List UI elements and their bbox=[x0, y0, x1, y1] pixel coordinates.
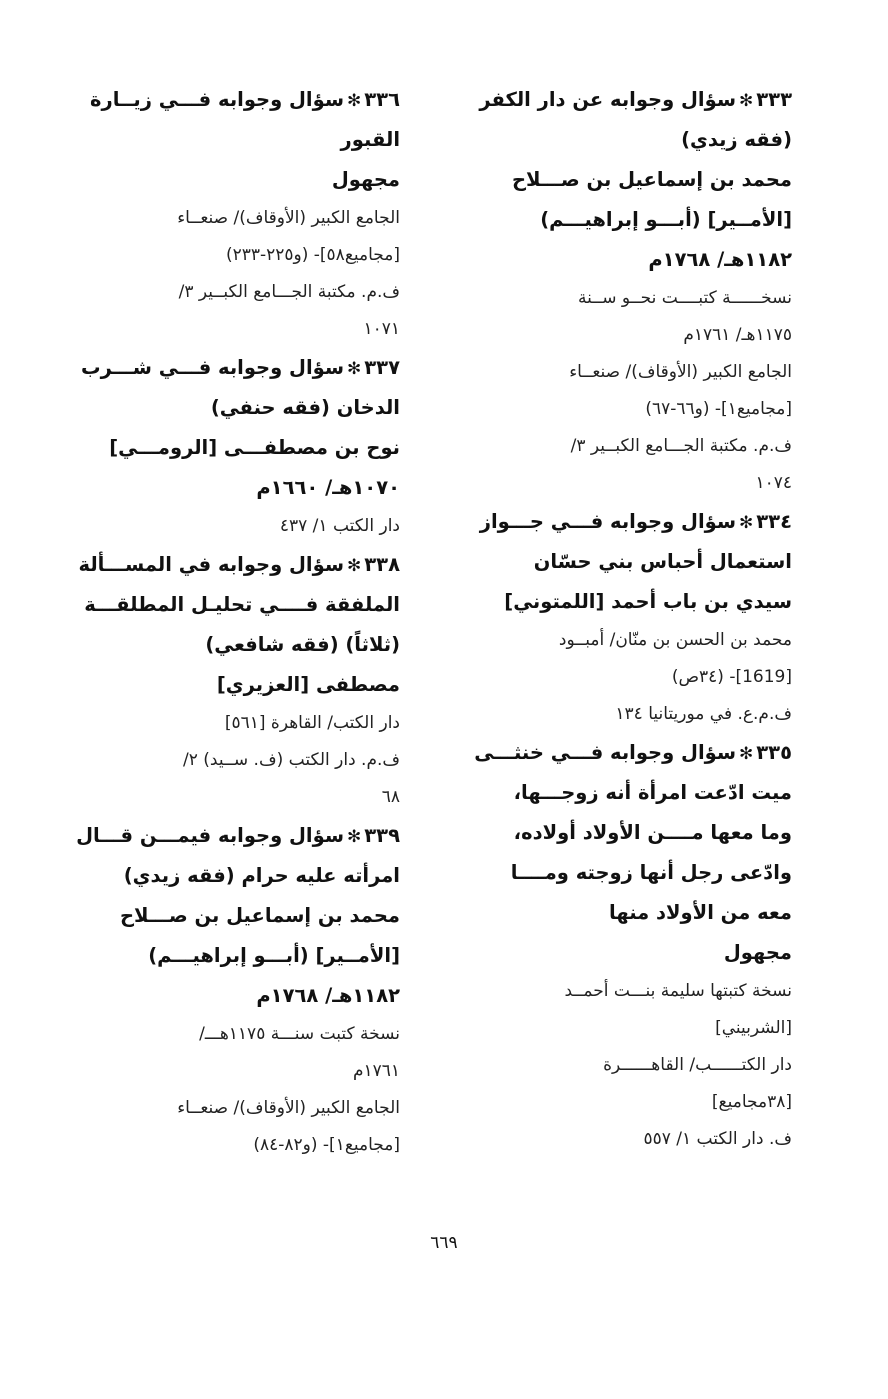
entry-title-line bbox=[462, 733, 792, 773]
entry-detail-line: دار الكتب ١/ ٤٣٧ bbox=[279, 516, 400, 536]
entry-detail-line: ف. دار الكتب ١/ ٥٥٧ bbox=[643, 1129, 792, 1149]
entry-heading-line: معه من الأولاد منها bbox=[609, 901, 792, 924]
entry-number: ٣٣٩ bbox=[364, 824, 400, 847]
entry-heading-line: محمد بن إسماعيل بن صـــلاح bbox=[512, 168, 792, 191]
entry-title-text: سؤال وجوابه فـــي شـــرب bbox=[81, 356, 345, 379]
entry-heading-line: الملفقة فــــي تحليـل المطلقـــة bbox=[84, 593, 400, 616]
entry-detail-line: [مجاميع١]- (و٦٦-٦٧) bbox=[645, 399, 792, 419]
entry-number: ٣٣٥ bbox=[756, 741, 792, 764]
entry-detail-line: [مجاميع١]- (و٨٢-٨٤) bbox=[253, 1135, 400, 1155]
entry-detail-line: ف.م. مكتبة الجـــامع الكبــير ٣/ bbox=[178, 282, 400, 302]
entry-detail-line: دار الكتــــــب/ القاهــــــرة bbox=[603, 1055, 792, 1075]
catalog-entry bbox=[62, 348, 400, 545]
asterisk-icon: ✻ bbox=[347, 91, 362, 111]
entry-detail-line: ف.م. مكتبة الجـــامع الكبــير ٣/ bbox=[570, 436, 792, 456]
entry-heading-line: ميت ادّعت امرأة أنه زوجـــها، bbox=[513, 781, 792, 804]
entry-heading-line: مجهول bbox=[723, 941, 792, 964]
entry-detail-line: ١٧٦١م bbox=[352, 1061, 400, 1081]
entry-detail-line: الجامع الكبير (الأوقاف)/ صنعــاء bbox=[177, 208, 400, 228]
entry-title-line bbox=[462, 80, 792, 120]
entry-heading-line: الدخان (فقه حنفي) bbox=[210, 396, 400, 419]
asterisk-icon: ✻ bbox=[739, 513, 754, 533]
entry-detail-line: [مجاميع٥٨]- (و٢٢٥-٢٣٣) bbox=[225, 245, 400, 265]
entry-detail-line: نسخــــــة كتبــــت نحــو ســنة bbox=[578, 288, 792, 308]
catalog-entry bbox=[462, 80, 792, 502]
asterisk-icon: ✻ bbox=[347, 556, 362, 576]
entry-title-text: سؤال وجوابه في المســـألة bbox=[78, 553, 345, 576]
entry-detail-line: نسخة كتبتها سليمة بنـــت أحمــد bbox=[564, 981, 792, 1001]
asterisk-icon: ✻ bbox=[347, 827, 362, 847]
entry-number: ٣٣٣ bbox=[756, 88, 792, 111]
entry-title-text: سؤال وجوابه فيمـــن قـــال bbox=[76, 824, 345, 847]
asterisk-icon: ✻ bbox=[347, 359, 362, 379]
entry-heading-line: ١١٨٢هـ/ ١٧٦٨م bbox=[648, 248, 792, 271]
catalog-entry bbox=[462, 733, 792, 1158]
entry-heading-line: [الأمــير] (أبـــو إبراهيـــم) bbox=[148, 944, 400, 967]
entry-detail-line: ف.م.ع. في موريتانيا ١٣٤ bbox=[615, 704, 792, 724]
entry-number: ٣٣٨ bbox=[364, 553, 400, 576]
entry-detail-line: [الشربيني] bbox=[715, 1018, 792, 1038]
entry-heading-line: ١٠٧٠هـ/ ١٦٦٠م bbox=[256, 476, 400, 499]
entry-detail-line: ف.م. دار الكتب (ف. ســيد) ٢/ bbox=[182, 750, 400, 770]
left-column bbox=[62, 80, 400, 1164]
entry-heading-line: استعمال أحباس بني حسّان bbox=[533, 550, 792, 573]
entry-detail-line: ٦٨ bbox=[381, 787, 400, 807]
entry-number: ٣٣٤ bbox=[756, 510, 792, 533]
entry-heading-line: ١١٨٢هـ/ ١٧٦٨م bbox=[256, 984, 400, 1007]
entry-detail-line: ١٠٧٤ bbox=[755, 473, 792, 493]
entry-heading-line: القبور bbox=[340, 128, 400, 151]
catalog-entry bbox=[462, 502, 792, 733]
entry-detail-line: ١١٧٥هـ/ ١٧٦١م bbox=[683, 325, 792, 345]
asterisk-icon: ✻ bbox=[739, 91, 754, 111]
entry-detail-line: نسخة كتبت سنـــة ١١٧٥هـــ/ bbox=[199, 1024, 400, 1044]
entry-title-text: سؤال وجوابه فـــي جـــواز bbox=[479, 510, 737, 533]
entry-heading-line: وادّعى رجل أنها زوجته ومــــا bbox=[510, 861, 792, 884]
entry-heading-line: (فقه زيدي) bbox=[681, 128, 792, 151]
entry-heading-line: محمد بن إسماعيل بن صـــلاح bbox=[120, 904, 400, 927]
entry-detail-line: [٣٨مجاميع] bbox=[711, 1092, 792, 1112]
entry-detail-line: الجامع الكبير (الأوقاف)/ صنعــاء bbox=[569, 362, 792, 382]
entry-detail-line: [1619]- (٣٤ص) bbox=[671, 667, 792, 687]
entry-heading-line: مجهول bbox=[331, 168, 400, 191]
entry-heading-line: [الأمــير] (أبـــو إبراهيـــم) bbox=[540, 208, 792, 231]
catalog-entry bbox=[62, 816, 400, 1164]
entry-title-line bbox=[62, 545, 400, 585]
entry-title-text: سؤال وجوابه فـــي زيــارة bbox=[89, 88, 345, 111]
entry-number: ٣٣٧ bbox=[364, 356, 400, 379]
entry-heading-line: سيدي بن باب أحمد [اللمتوني] bbox=[504, 590, 792, 613]
entry-title-line bbox=[62, 816, 400, 856]
entry-heading-line: امرأته عليه حرام (فقه زيدي) bbox=[123, 864, 400, 887]
entry-title-line bbox=[62, 80, 400, 120]
entry-heading-line: نوح بن مصطفـــى [الرومـــي] bbox=[109, 436, 400, 459]
page-number: ٦٦٩ bbox=[430, 1233, 458, 1253]
entry-heading-line: (ثلاثاً) (فقه شافعي) bbox=[205, 633, 400, 656]
entry-title-line bbox=[62, 348, 400, 388]
entry-heading-line: وما معها مــــن الأولاد أولاده، bbox=[513, 821, 792, 844]
entry-number: ٣٣٦ bbox=[364, 88, 400, 111]
entry-heading-line: مصطفى [العزيري] bbox=[216, 673, 400, 696]
right-column bbox=[462, 80, 792, 1158]
entry-detail-line: محمد بن الحسن بن منّان/ أمبــود bbox=[558, 630, 792, 650]
entry-detail-line: ١٠٧١ bbox=[363, 319, 400, 339]
entry-title-text: سؤال وجوابه فـــي خنثـــى bbox=[474, 741, 737, 764]
catalog-entry bbox=[62, 545, 400, 816]
entry-detail-line: دار الكتب/ القاهرة [٥٦١] bbox=[224, 713, 400, 733]
catalog-entry bbox=[62, 80, 400, 348]
entry-title-line bbox=[462, 502, 792, 542]
entry-title-text: سؤال وجوابه عن دار الكفر bbox=[479, 88, 737, 111]
asterisk-icon: ✻ bbox=[739, 744, 754, 764]
entry-detail-line: الجامع الكبير (الأوقاف)/ صنعــاء bbox=[177, 1098, 400, 1118]
